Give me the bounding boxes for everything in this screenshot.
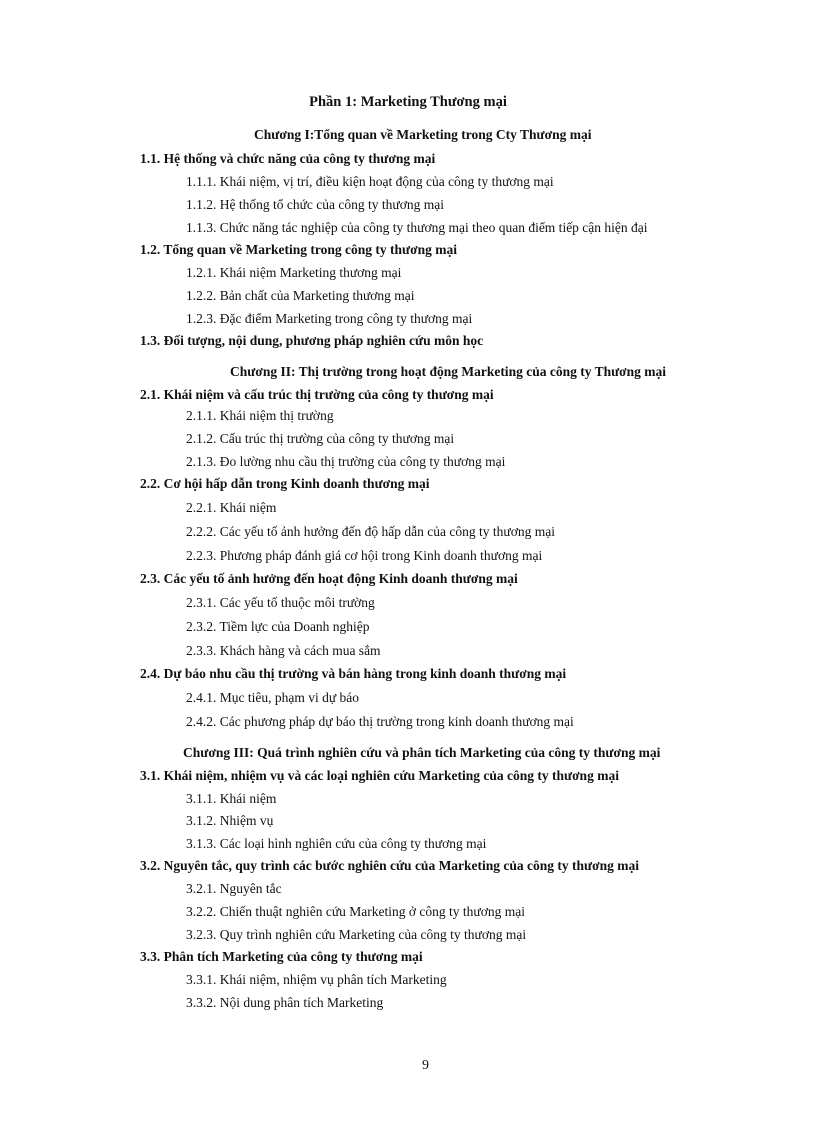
section-heading: 2.2. Cơ hội hấp dẫn trong Kinh doanh thương mại xyxy=(140,476,430,491)
chapter-title: Chương II: Thị trường trong hoạt động Marketing của công ty Thương mại xyxy=(230,364,667,379)
section-heading: 3.3. Phân tích Marketing của công ty thương mại xyxy=(140,949,423,964)
chapter-title: Chương I:Tổng quan về Marketing trong Cty Thương mại xyxy=(254,127,592,142)
chapter-title: Chương III: Quá trình nghiên cứu và phân tích Marketing của công ty thương mại xyxy=(183,745,661,760)
subsection-item: 2.1.2. Cấu trúc thị trường của công ty thương mại xyxy=(186,431,455,446)
subsection-item: 2.4.1. Mục tiêu, phạm vi dự báo xyxy=(186,690,360,705)
subsection-item: 3.3.1. Khái niệm, nhiệm vụ phân tích Marketing xyxy=(186,972,447,987)
page-number: 9 xyxy=(422,1058,429,1073)
subsection-item: 2.2.2. Các yếu tố ảnh hưởng đến độ hấp dẫn của công ty thương mại xyxy=(186,524,555,539)
subsection-item: 3.2.2. Chiến thuật nghiên cứu Marketing ở công ty thương mại xyxy=(186,904,525,919)
subsection-item: 2.1.3. Đo lường nhu cầu thị trường của công ty thương mại xyxy=(186,454,506,469)
section-heading: 2.3. Các yếu tố ảnh hưởng đến hoạt động Kinh doanh thương mại xyxy=(140,571,518,586)
subsection-item: 3.1.2. Nhiệm vụ xyxy=(186,813,274,828)
subsection-item: 2.1.1. Khái niệm thị trường xyxy=(186,408,334,423)
subsection-item: 2.4.2. Các phương pháp dự báo thị trường trong kinh doanh thương mại xyxy=(186,714,574,729)
section-heading: 2.1. Khái niệm và cấu trúc thị trường của công ty thương mại xyxy=(140,387,494,402)
section-heading: 1.3. Đối tượng, nội dung, phương pháp nghiên cứu môn học xyxy=(140,333,484,348)
subsection-item: 1.2.1. Khái niệm Marketing thương mại xyxy=(186,265,402,280)
subsection-item: 2.3.1. Các yếu tố thuộc môi trường xyxy=(186,595,375,610)
section-heading: 2.4. Dự báo nhu cầu thị trường và bán hàng trong kinh doanh thương mại xyxy=(140,666,567,681)
subsection-item: 3.1.3. Các loại hình nghiên cứu của công ty thương mại xyxy=(186,836,487,851)
subsection-item: 1.1.2. Hệ thống tổ chức của công ty thương mại xyxy=(186,197,444,212)
subsection-item: 2.2.3. Phương pháp đánh giá cơ hội trong Kinh doanh thương mại xyxy=(186,548,543,563)
section-heading: 3.1. Khái niệm, nhiệm vụ và các loại nghiên cứu Marketing của công ty thương mại xyxy=(140,768,619,783)
subsection-item: 1.2.2. Bản chất của Marketing thương mại xyxy=(186,288,415,303)
section-heading: 1.1. Hệ thống và chức năng của công ty thương mại xyxy=(140,151,436,166)
section-heading: 1.2. Tổng quan về Marketing trong công ty thương mại xyxy=(140,242,457,257)
subsection-item: 3.2.3. Quy trình nghiên cứu Marketing của công ty thương mại xyxy=(186,927,527,942)
subsection-item: 2.2.1. Khái niệm xyxy=(186,500,277,515)
page-title: Phần 1: Marketing Thương mại xyxy=(309,94,507,110)
subsection-item: 3.3.2. Nội dung phân tích Marketing xyxy=(186,995,384,1010)
subsection-item: 2.3.2. Tiềm lực của Doanh nghiệp xyxy=(186,619,370,634)
subsection-item: 1.2.3. Đặc điểm Marketing trong công ty thương mại xyxy=(186,311,473,326)
subsection-item: 3.2.1. Nguyên tắc xyxy=(186,881,282,896)
subsection-item: 1.1.3. Chức năng tác nghiệp của công ty thương mại theo quan điểm tiếp cận hiện đại xyxy=(186,220,648,235)
subsection-item: 3.1.1. Khái niệm xyxy=(186,791,277,806)
subsection-item: 1.1.1. Khái niệm, vị trí, điều kiện hoạt động của công ty thương mại xyxy=(186,174,554,189)
subsection-item: 2.3.3. Khách hàng và cách mua sắm xyxy=(186,643,381,658)
section-heading: 3.2. Nguyên tắc, quy trình các bước nghiên cứu của Marketing của công ty thương mại xyxy=(140,858,640,873)
